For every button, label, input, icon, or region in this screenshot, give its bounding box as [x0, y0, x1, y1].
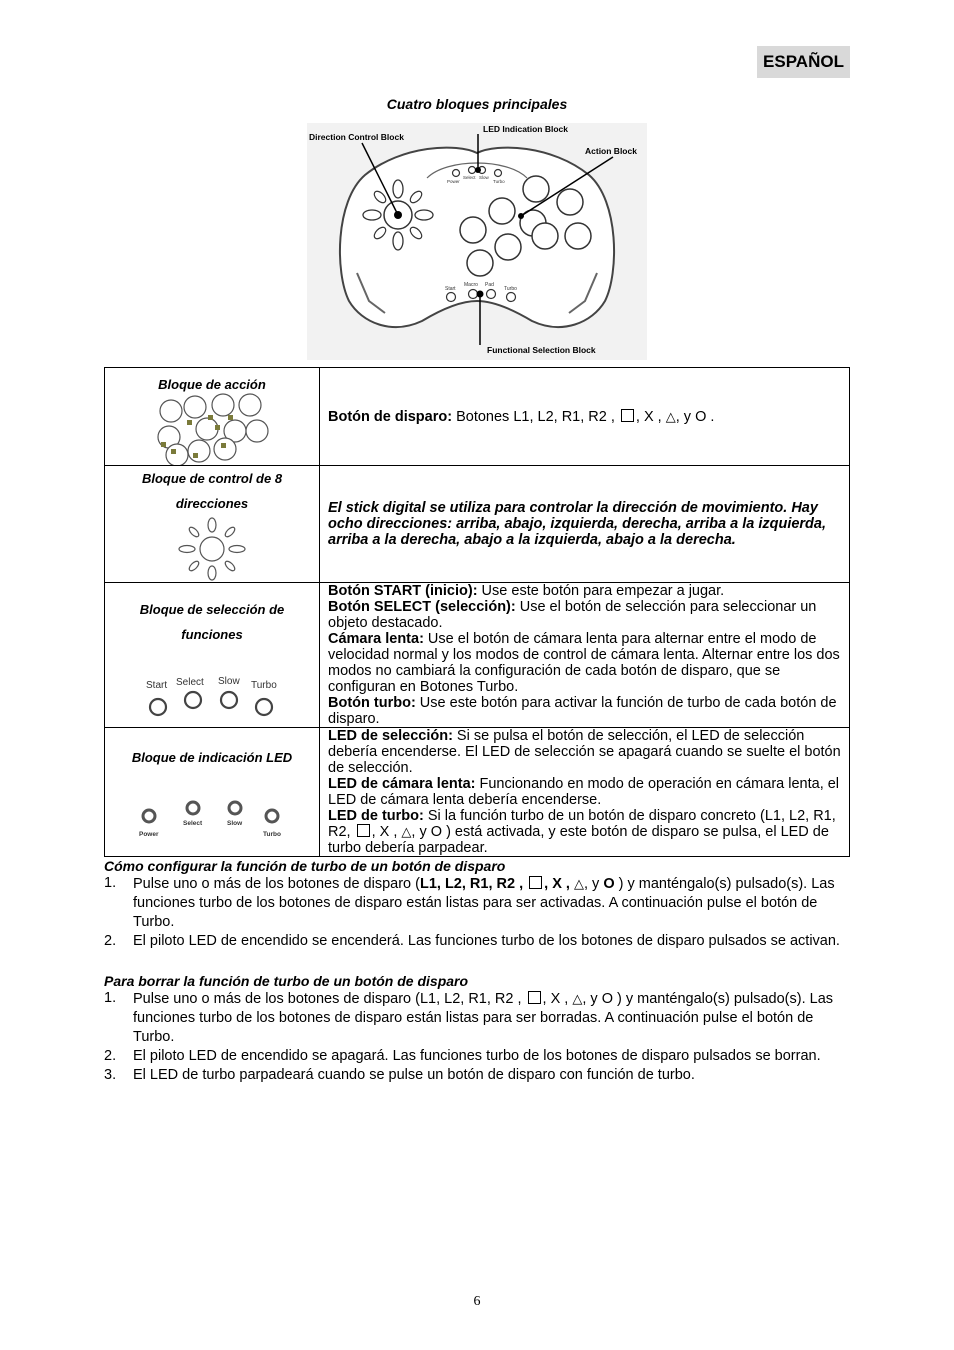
direction-block-description: El stick digital se utiliza para controlar la dirección de movimiento. Hay ocho direcciones: arriba, abajo, izquierda, derecha, arriba a la izquierda, arriba a la derecha, abajo a la izquierda, abajo a la derecha. — [320, 466, 850, 583]
function-block-cell — [105, 583, 320, 728]
square-icon — [621, 409, 634, 422]
table-row — [105, 466, 850, 583]
configure-turbo-steps — [104, 874, 850, 951]
led-item-select: LED de selección: Si se pulsa el botón de selección, el LED de selección debería encenderse. El LED de selección se apagará cuando se suelte el botón de selección. — [328, 728, 841, 776]
function-block-description — [320, 583, 850, 728]
square-icon — [529, 876, 542, 889]
table-row — [105, 583, 850, 728]
configure-turbo-title: Cómo configurar la función de turbo de un botón de disparo — [104, 858, 506, 874]
callout-functional: Functional Selection Block — [487, 345, 596, 355]
direction-block-cell — [105, 466, 320, 583]
fn-label-turbo: Turbo — [251, 680, 277, 691]
callout-led: LED Indication Block — [483, 124, 569, 134]
action-block-cell — [105, 368, 320, 466]
action-term: Botón de disparo: — [328, 408, 453, 425]
pad-top-label-power: Power — [447, 179, 460, 184]
clear-turbo-section — [104, 973, 850, 1085]
fn-item-start: Botón START (inicio): Use este botón para empezar a jugar. — [328, 583, 725, 599]
table-row — [105, 368, 850, 466]
clear-turbo-steps — [104, 989, 850, 1085]
pad-bottom-label-macro: Macro — [464, 282, 478, 288]
list-item: 1. Pulse uno o más de los botones de disparo (L1, L2, R1, R2 , , X , △, y O ) y manténgalo(s) pulsado(s). Las funciones turbo de los botones de disparo están listas para ser borradas. A continuación pulse el botón de Turbo. — [104, 990, 834, 1045]
direction-block-label-1: Bloque de control de 8 — [141, 471, 283, 486]
action-block-icon — [155, 393, 271, 465]
list-item: 3. El LED de turbo parpadeará cuando se pulse un botón de disparo con función de turbo. — [104, 1067, 695, 1083]
led-label-power: Power — [139, 831, 159, 838]
dpad-small-icon — [177, 516, 247, 582]
direction-block-label-2: direcciones — [175, 496, 249, 511]
led-block-label: Bloque de indicación LED — [131, 750, 293, 765]
figure-caption: Cuatro bloques principales — [386, 96, 568, 112]
led-label-slow: Slow — [227, 820, 243, 827]
pad-bottom-label-pad: Pad — [485, 282, 494, 288]
fn-item-slow: Cámara lenta: Use el botón de cámara lenta para alternar entre el modo de velocidad normal y los modos de control de cámara lenta. Alternar entre los dos modos no cambiará la configuración de cada botón de disparo, que se configuran en Botones Turbo. — [328, 631, 840, 695]
controller-diagram — [307, 123, 647, 360]
led-small-icon — [137, 796, 287, 842]
function-buttons-small-icon — [143, 673, 283, 723]
led-item-turbo: LED de turbo: Si la función turbo de un botón de disparo concreto (L1, L2, R1, R2, , X , △, y O ) está activada, y este botón de disparo se pulsa, el LED de turbo debería parpadear. — [328, 808, 836, 856]
pad-top-label-turbo: Turbo — [493, 179, 505, 184]
blocks-table — [104, 367, 850, 857]
clear-turbo-title: Para borrar la función de turbo de un botón de disparo — [104, 973, 469, 989]
function-block-label-1: Bloque de selección de — [139, 602, 285, 617]
square-icon — [528, 991, 541, 1004]
fn-label-select: Select — [176, 677, 204, 688]
pad-top-label-select: Select — [463, 175, 476, 180]
action-block-label: Bloque de acción — [158, 377, 266, 392]
fn-item-turbo: Botón turbo: Use este botón para activar la función de turbo de cada botón de disparo. — [328, 695, 837, 727]
triangle-icon: △ — [572, 991, 583, 1006]
led-block-description — [320, 728, 850, 857]
pad-bottom-label-turbo: Turbo — [504, 286, 517, 292]
triangle-icon: △ — [573, 876, 584, 891]
triangle-icon: △ — [665, 408, 676, 424]
configure-turbo-section — [104, 858, 850, 951]
action-text-before: Botones L1, L2, R1, R2 , — [452, 408, 619, 425]
page-number: 6 — [473, 1294, 481, 1309]
fn-label-slow: Slow — [218, 676, 240, 687]
fn-label-start: Start — [146, 680, 168, 691]
list-item: 1. Pulse uno o más de los botones de disparo (L1, L2, R1, R2 , , X , △, y O ) y manténgalo(s) pulsado(s). Las funciones turbo de los botones de disparo están listas para ser activadas. A continuación pulse el botón de Turbo. — [104, 875, 835, 930]
callout-action: Action Block — [585, 146, 637, 156]
fn-item-select: Botón SELECT (selección): Use el botón de selección para seleccionar un objeto destacado. — [328, 599, 817, 631]
led-label-turbo: Turbo — [263, 831, 281, 838]
table-row — [105, 728, 850, 857]
led-block-cell — [105, 728, 320, 857]
language-label: ESPAÑOL — [757, 46, 850, 78]
action-block-description — [320, 368, 850, 466]
action-text-after: , y O . — [675, 408, 715, 425]
pad-top-label-slow: Slow — [479, 175, 489, 180]
square-icon — [357, 824, 370, 837]
pad-bottom-label-start: Start — [445, 286, 456, 292]
action-text-mid: , X , — [635, 408, 666, 425]
list-item: 2. El piloto LED de encendido se encenderá. Las funciones turbo de los botones de disparo pulsados se activan. — [104, 933, 840, 949]
callout-direction: Direction Control Block — [309, 132, 404, 142]
led-label-select: Select — [183, 820, 203, 827]
led-item-slow: LED de cámara lenta: Funcionando en modo de operación en cámara lenta, el LED de cámara lenta debería encenderse. — [328, 776, 840, 808]
list-item: 2. El piloto LED de encendido se apagará. Las funciones turbo de los botones de disparo pulsados se borran. — [104, 1048, 821, 1064]
function-block-label-2: funciones — [181, 627, 243, 642]
triangle-icon: △ — [401, 824, 412, 839]
